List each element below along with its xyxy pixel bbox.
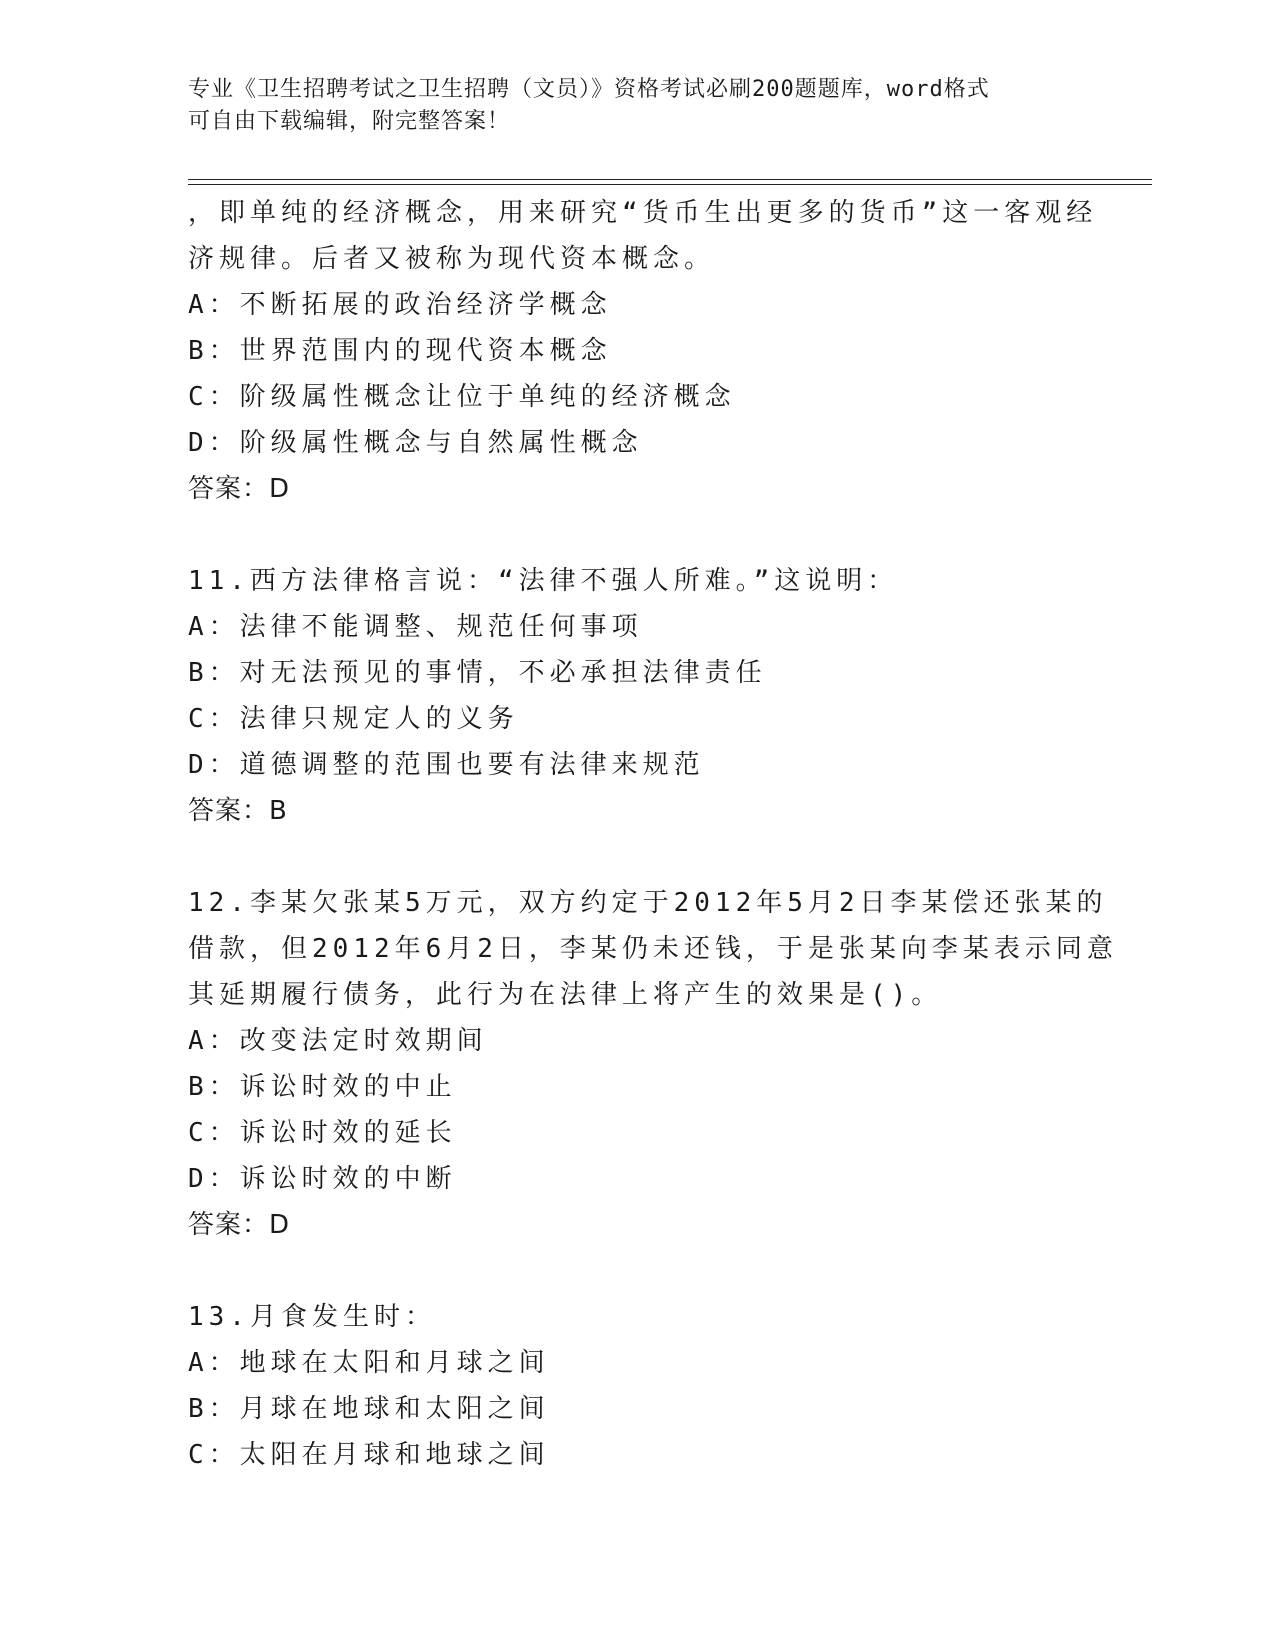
question-block-13	[188, 1294, 1088, 1478]
option-d: D：诉讼时效的中断	[188, 1164, 457, 1194]
spacer	[188, 1248, 1088, 1294]
option-c: C：诉讼时效的延长	[188, 1118, 457, 1148]
question-text-line: 11.西方法律格言说：“法律不强人所难。”这说明：	[188, 566, 899, 596]
answer-line: 答案：D	[188, 1210, 291, 1240]
question-block-12	[188, 880, 1118, 1248]
answer-line: 答案：B	[188, 796, 288, 826]
spacer	[188, 512, 1088, 558]
question-text-line: 13.月食发生时：	[188, 1302, 436, 1332]
option-a: A：不断拓展的政治经济学概念	[188, 290, 612, 320]
header-line-2: 可自由下载编辑，附完整答案！	[188, 109, 511, 134]
option-b: B：诉讼时效的中止	[188, 1072, 457, 1102]
header-rule-bottom	[188, 184, 1152, 185]
option-a: A：地球在太阳和月球之间	[188, 1348, 550, 1378]
question-text-line: 12.李某欠张某5万元，双方约定于2012年5月2日李某偿还张某的	[188, 888, 1108, 918]
option-c: C：阶级属性概念让位于单纯的经济概念	[188, 382, 736, 412]
option-a: A：改变法定时效期间	[188, 1026, 488, 1056]
option-c: C：太阳在月球和地球之间	[188, 1440, 550, 1470]
answer-line: 答案：D	[188, 474, 291, 504]
question-text-line: 借款，但2012年6月2日，李某仍未还钱，于是张某向李某表示同意	[188, 934, 1118, 964]
option-b: B：月球在地球和太阳之间	[188, 1394, 550, 1424]
question-block-continued	[188, 190, 1098, 512]
header-line-1: 专业《卫生招聘考试之卫生招聘（文员）》资格考试必刷200题题库，word格式	[188, 77, 990, 102]
option-d: D：阶级属性概念与自然属性概念	[188, 428, 643, 458]
document-header	[188, 74, 1088, 138]
option-a: A：法律不能调整、规范任何事项	[188, 612, 643, 642]
question-text-line: 其延期履行债务，此行为在法律上将产生的效果是()。	[188, 980, 943, 1010]
header-rule-top	[188, 179, 1152, 180]
question-text-line: ，即单纯的经济概念，用来研究“货币生出更多的货币”这一客观经	[188, 198, 1098, 228]
option-b: B：世界范围内的现代资本概念	[188, 336, 612, 366]
document-body	[188, 190, 1118, 1478]
option-d: D：道德调整的范围也要有法律来规范	[188, 750, 705, 780]
option-c: C：法律只规定人的义务	[188, 704, 519, 734]
spacer	[188, 834, 1088, 880]
question-text-line: 济规律。后者又被称为现代资本概念。	[188, 244, 716, 274]
question-block-11	[188, 558, 1088, 834]
option-b: B：对无法预见的事情，不必承担法律责任	[188, 658, 767, 688]
